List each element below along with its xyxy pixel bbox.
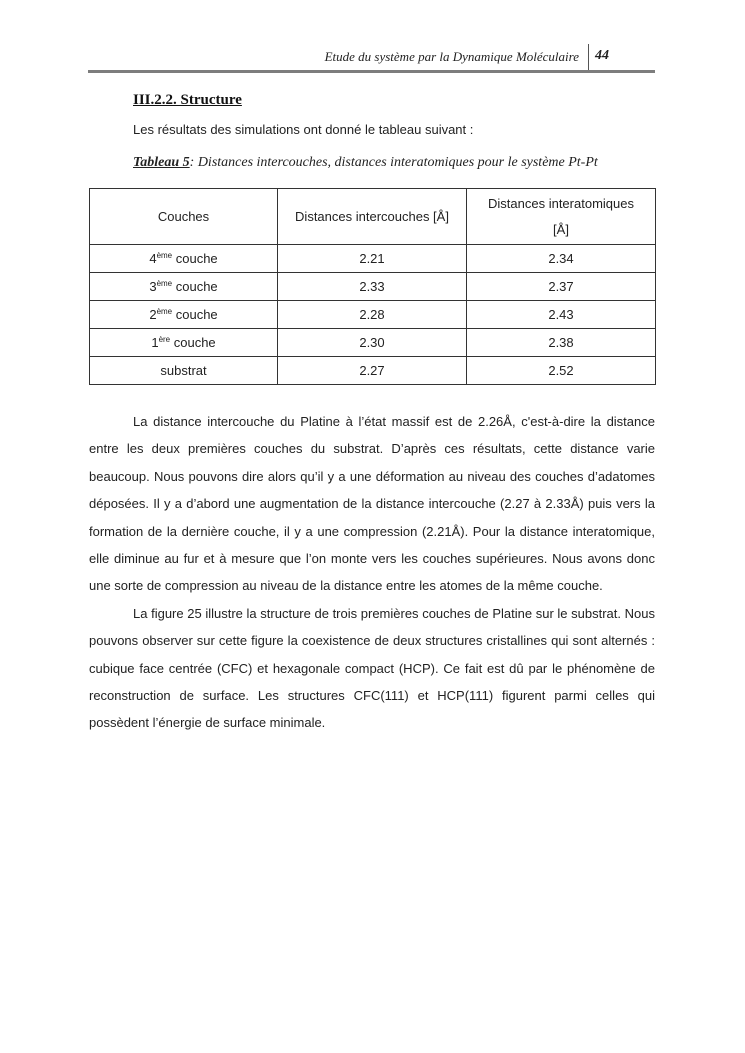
cell-intercouche: 2.30	[278, 329, 467, 357]
body-text	[89, 408, 655, 737]
section-title: III.2.2. Structure	[133, 92, 242, 108]
header-separator	[588, 44, 589, 70]
table-caption	[133, 155, 598, 171]
table-caption-label: Tableau 5	[133, 155, 190, 170]
header-title: Etude du système par la Dynamique Moléculaire	[324, 49, 579, 64]
paragraph: La figure 25 illustre la structure de trois premières couches de Platine sur le substrat. Nous pouvons observer sur cette figure la coexistence de deux structures cristallines qui sont alternés : cubique face centrée (CFC) et hexagonale compact (HCP). Ce fait est dû par le phénomène de reconstruction de surface. Les structures CFC(111) et HCP(111) figurent parmi celles qui possèdent l’énergie de surface minimale.	[89, 605, 655, 731]
cell-interatomique: 2.43	[467, 301, 656, 329]
cell-intercouche: 2.21	[278, 245, 467, 273]
couche-label: couche	[172, 279, 218, 294]
paragraph: La distance intercouche du Platine à l’état massif est de 2.26Å, c'est-à-dire la distance entre les deux premières couches du substrat. D’après ces résultats, cette distance varie beaucoup. Nous pouvons dire alors qu’il y a une déformation au niveau des couches d’adatomes déposées. Il y a d’abord une augmentation de la distance intercouche (2.27 à 2.33Å) puis vers la formation de la dernière couche, il y a une compression (2.21Å). Pour la distance interatomique, elle diminue au fur et à mesure que l’on monte vers les couches supérieures. Nous avons donc une sorte de compression au niveau de la distance entre les atomes de la même couche.	[89, 414, 655, 594]
couche-suffix: ème	[156, 307, 173, 316]
table-row	[90, 301, 656, 329]
cell-interatomique: 2.34	[467, 245, 656, 273]
couche-number: 4	[149, 251, 157, 266]
cell-couche	[90, 329, 278, 357]
couche-suffix: ère	[158, 335, 171, 344]
couche-label: couche	[172, 251, 218, 266]
couche-suffix: ème	[156, 279, 173, 288]
couche-label: couche	[170, 335, 216, 350]
table-header-row	[90, 189, 656, 245]
couche-suffix: ème	[156, 251, 173, 260]
distances-table	[89, 188, 656, 385]
cell-interatomique: 2.52	[467, 357, 656, 385]
couche-label: couche	[172, 307, 218, 322]
couche-number: 2	[149, 307, 157, 322]
cell-interatomique: 2.38	[467, 329, 656, 357]
couche-number: 3	[149, 279, 157, 294]
table-row	[90, 273, 656, 301]
table-row	[90, 357, 656, 385]
header-intercouches: Distances intercouches [Å]	[278, 189, 467, 245]
cell-couche	[90, 357, 278, 385]
cell-intercouche: 2.27	[278, 357, 467, 385]
table-caption-text: : Distances intercouches, distances interatomiques pour le système Pt-Pt	[189, 155, 598, 170]
section-intro: Les résultats des simulations ont donné le tableau suivant :	[133, 122, 474, 137]
header-couches: Couches	[90, 189, 278, 245]
cell-intercouche: 2.28	[278, 301, 467, 329]
table-row	[90, 245, 656, 273]
page-header	[88, 40, 655, 72]
cell-interatomique: 2.37	[467, 273, 656, 301]
header-interatomiques	[467, 189, 656, 245]
header-rule	[88, 70, 655, 73]
couche-label: substrat	[160, 363, 207, 378]
cell-intercouche: 2.33	[278, 273, 467, 301]
page-number: 44	[595, 48, 609, 63]
table-row	[90, 329, 656, 357]
header-interatomiques-label: Distances interatomiques	[488, 195, 634, 211]
cell-couche	[90, 245, 278, 273]
cell-couche	[90, 301, 278, 329]
couche-number: 1	[151, 335, 159, 350]
header-interatomiques-unit: [Å]	[553, 221, 569, 237]
cell-couche	[90, 273, 278, 301]
